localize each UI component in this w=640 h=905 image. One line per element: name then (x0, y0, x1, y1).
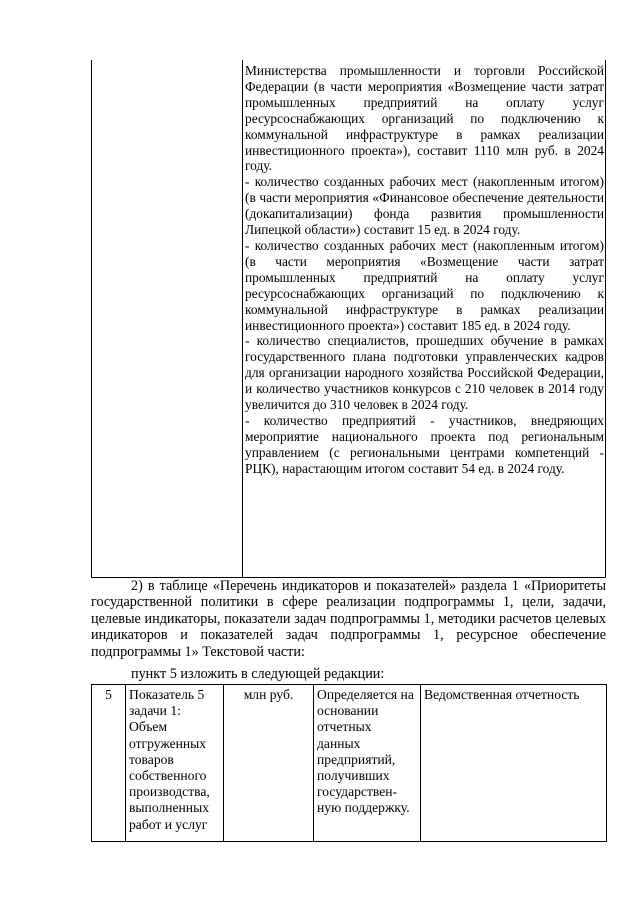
paragraph: Министерства промышленности и торговли Российской Федерации (в части мероприятия «Возмещение части затрат промышленных предприятий на оплату услуг ресурсоснабжающих организаций по подключению к коммунальной инфраструктуре в рамках реализации инвестиционного проекта»), составит 1110 млн руб. в 2024 году. (245, 63, 604, 174)
continuation-table (91, 60, 606, 578)
indicator-name-cell: Показатель 5 задачи 1: Объем отгруженных товаров собственного производства, выполненных работ и услуг (126, 685, 224, 842)
paragraph: - количество созданных рабочих мест (накопленным итогом) (в части мероприятия «Возмещение части затрат промышленных предприятий на оплату услуг ресурсоснабжающих организаций по подключению к коммунальной инфраструктуре в рамках реализации инвестиционного проекта») составит 185 ед. в 2024 году. (245, 237, 604, 333)
table-row (92, 685, 607, 842)
paragraph: - количество созданных рабочих мест (накопленным итогом) (в части мероприятия «Финансовое обеспечение деятельности (докапитализации) фонда развития промышленности Липецкой области») составит 15 ед. в 2024 году. (245, 174, 604, 238)
table-column-divider (242, 60, 243, 577)
indicator-description-cell (245, 63, 604, 477)
unit-cell: млн руб. (224, 685, 314, 842)
source-cell: Ведомственная отчетность (421, 685, 607, 842)
amendment-text: 2) в таблице «Перечень индикаторов и показателей» раздела 1 «Приоритеты государственной политики в сфере реализации подпрограммы 1, цели, задачи, целевые индикаторы, показатели задач подпрограммы 1, методики расчетов целевых индикаторов и показателей задач подпрограммы 1, ресурсное обеспечение подпрограммы 1» Текстовой части: (91, 578, 606, 660)
row-number-cell: 5 (92, 685, 126, 842)
amendment-paragraph (91, 578, 606, 660)
paragraph: - количество предприятий - участников, внедряющих мероприятие национального проекта под региональным управлением (с региональными центрами компетенций - РЦК), нарастающим итогом составит 54 ед. в 2024 году. (245, 412, 604, 476)
indicator-table (91, 684, 607, 842)
amendment-instruction: пункт 5 изложить в следующей редакции: (131, 666, 385, 682)
method-cell: Определяется на основании отчетных данных предприятий, получивших государствен-ную поддержку. (314, 685, 421, 842)
paragraph: - количество специалистов, прошедших обучение в рамках государственного плана подготовки управленческих кадров для организации народного хозяйства Российской Федерации, и количество участников конкурсов с 210 человек в 2014 году увеличится до 310 человек в 2024 году. (245, 333, 604, 413)
